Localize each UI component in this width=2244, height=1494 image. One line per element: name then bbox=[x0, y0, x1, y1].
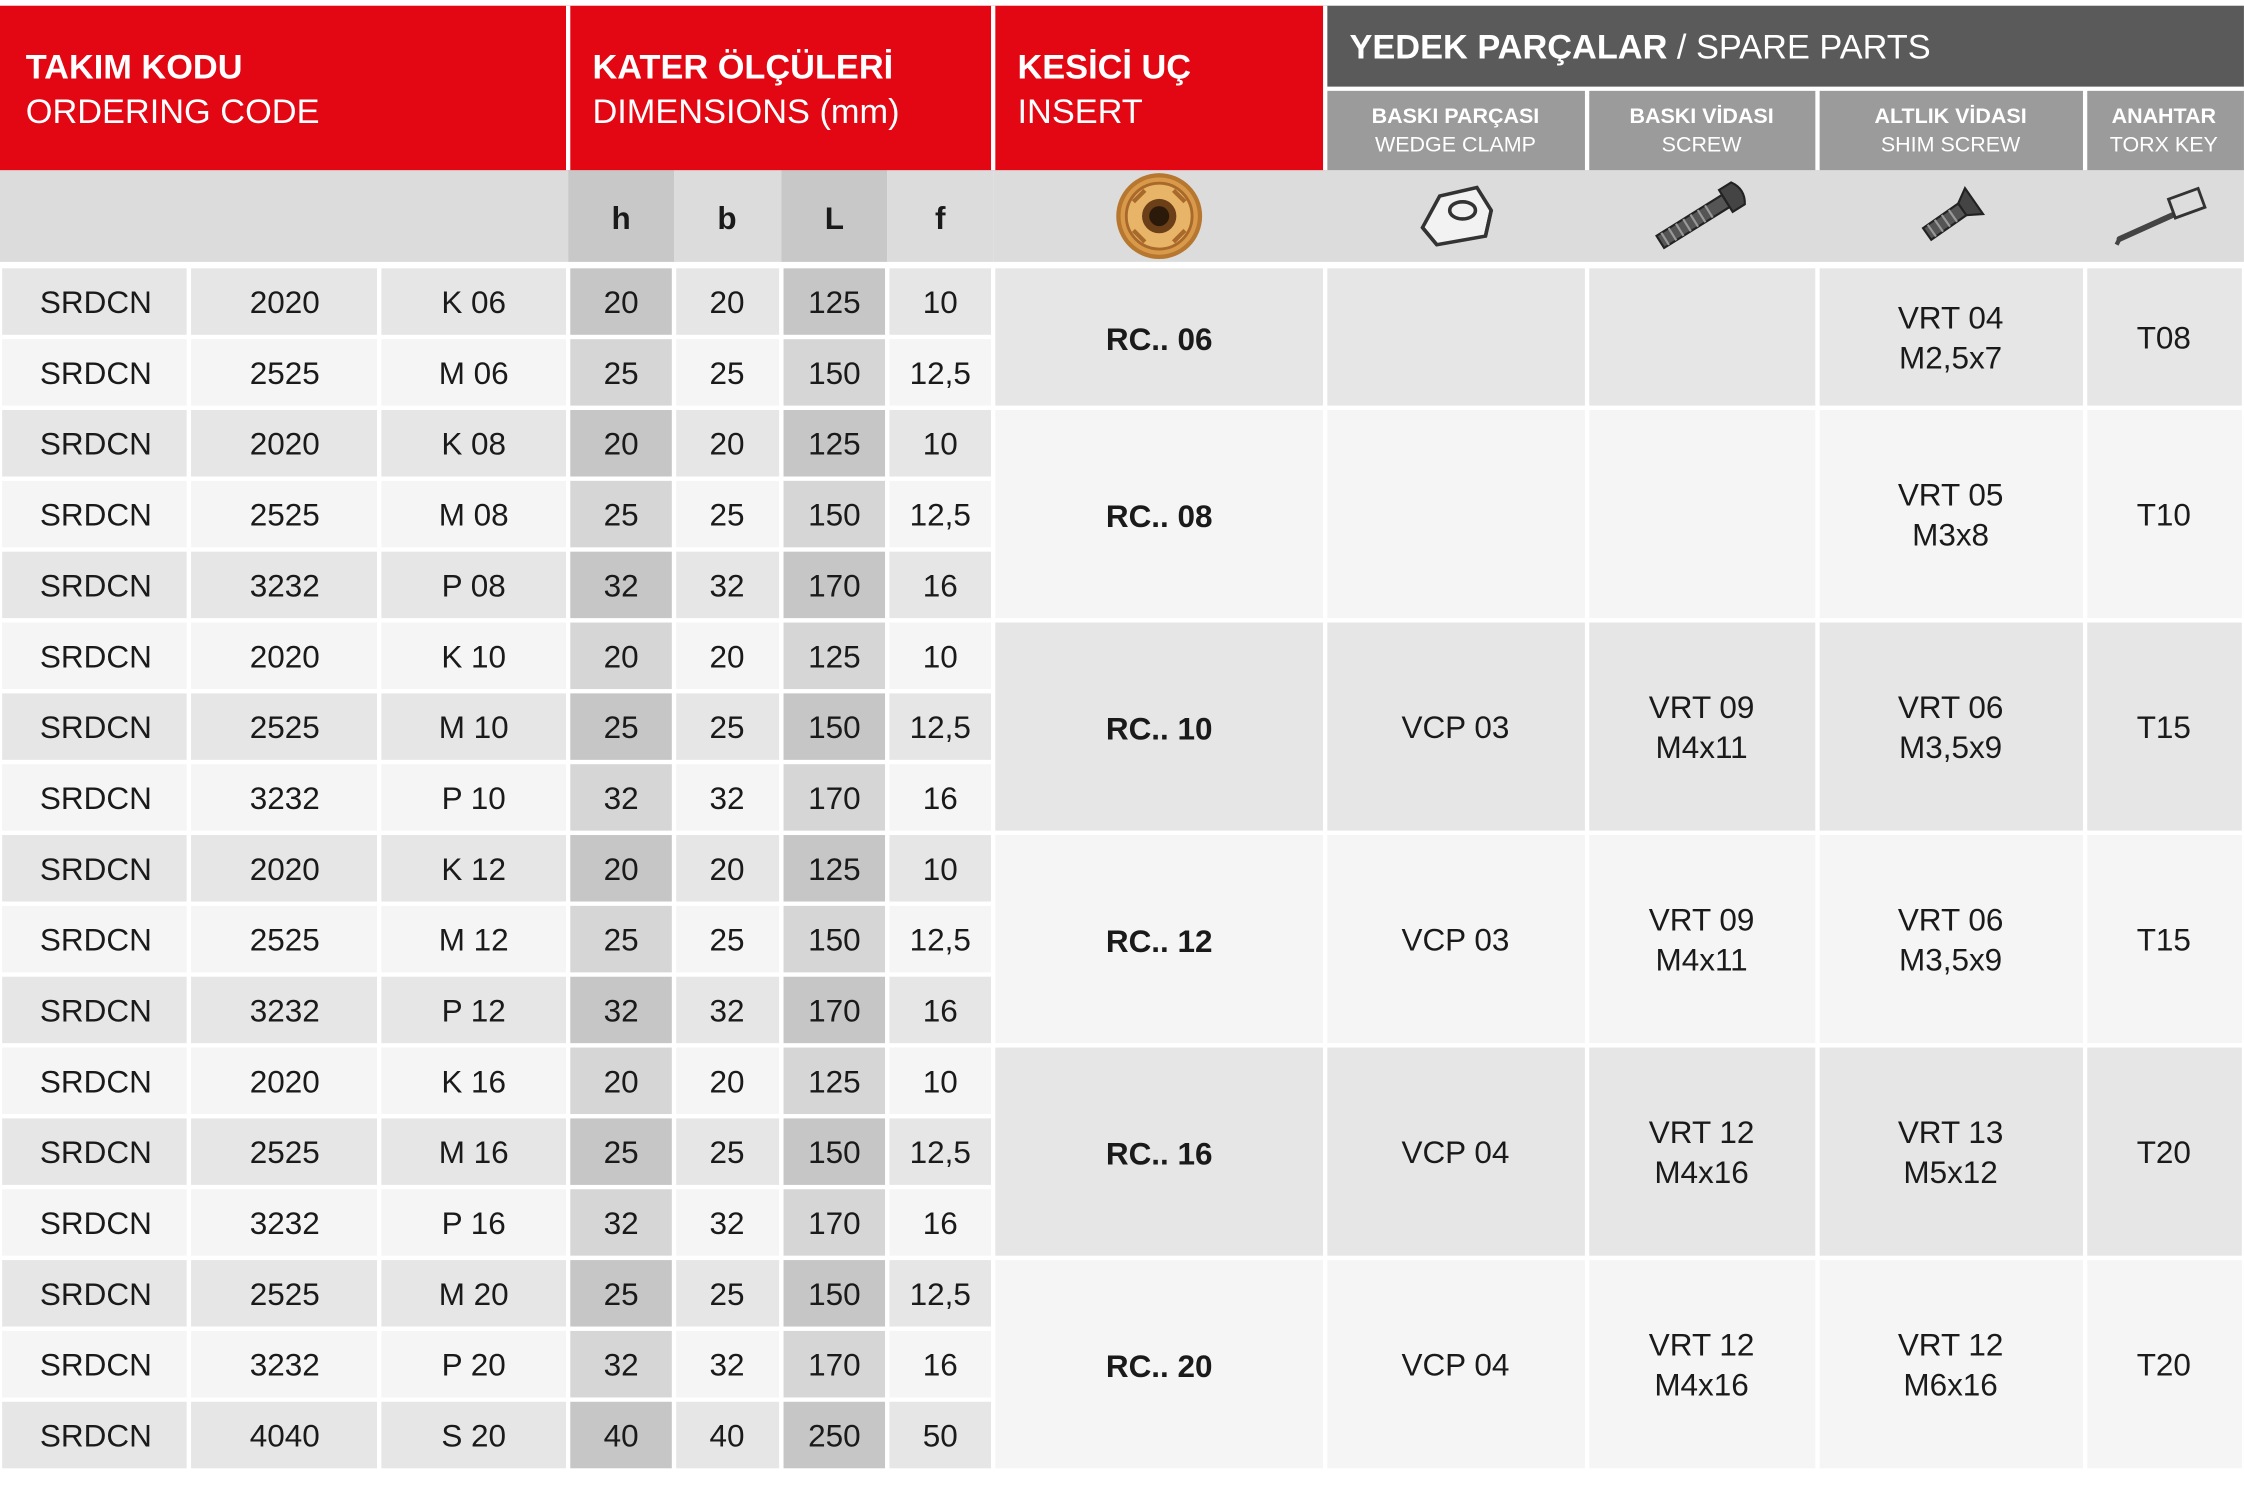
shim-screw-code: VRT 06 bbox=[1897, 690, 2004, 726]
cell-suffix: P 10 bbox=[441, 780, 506, 816]
cell-b: 32 bbox=[709, 780, 745, 816]
insert-title-en: INSERT bbox=[1017, 93, 1143, 132]
cell-size: 3232 bbox=[249, 1205, 320, 1241]
cell-h: 20 bbox=[603, 851, 639, 887]
cell-code: SRDCN bbox=[39, 639, 152, 675]
cell-size: 2020 bbox=[249, 426, 320, 462]
cell-L: 170 bbox=[808, 993, 861, 1029]
cell-f: 10 bbox=[922, 426, 958, 462]
insert-group bbox=[993, 620, 2244, 833]
table-row bbox=[0, 691, 993, 762]
cell-L: 150 bbox=[808, 1135, 861, 1171]
cell-b: 25 bbox=[709, 710, 745, 746]
cell-size: 3232 bbox=[249, 568, 320, 604]
screw-size: M4x16 bbox=[1654, 1155, 1749, 1191]
cell-size: 2525 bbox=[249, 355, 320, 391]
group-shim-bg bbox=[1817, 620, 2085, 833]
cell-L: 125 bbox=[808, 426, 861, 462]
header-spare-sub-band bbox=[1325, 89, 2244, 171]
cell-h: 20 bbox=[603, 285, 639, 321]
cell-f: 16 bbox=[922, 1205, 958, 1241]
cell-f: 12,5 bbox=[909, 355, 971, 391]
wedge-clamp-label-tr: BASKI PARÇASI bbox=[1371, 104, 1540, 129]
cell-code: SRDCN bbox=[39, 1135, 152, 1171]
group-shim-bg bbox=[1817, 266, 2085, 408]
cell-code: SRDCN bbox=[39, 1205, 152, 1241]
cell-suffix: K 10 bbox=[441, 639, 507, 675]
insert-code: RC.. 10 bbox=[1105, 711, 1213, 747]
cell-code: SRDCN bbox=[39, 922, 152, 958]
cell-size: 2525 bbox=[249, 497, 320, 533]
shim-screw-size: M3,5x9 bbox=[1898, 730, 2003, 766]
cell-h: 32 bbox=[603, 1347, 639, 1383]
cell-code: SRDCN bbox=[39, 568, 152, 604]
cell-b: 32 bbox=[709, 568, 745, 604]
group-shim-bg bbox=[1817, 1045, 2085, 1258]
cell-f: 16 bbox=[922, 1347, 958, 1383]
insert-group bbox=[993, 1258, 2244, 1471]
shim-screw-code: VRT 13 bbox=[1897, 1115, 2004, 1151]
table-row bbox=[0, 975, 993, 1046]
wedge-clamp-code: VCP 04 bbox=[1401, 1347, 1510, 1383]
cell-size: 2020 bbox=[249, 851, 320, 887]
shim-screw-size: M6x16 bbox=[1903, 1367, 1998, 1403]
shim-screw-size: M5x12 bbox=[1903, 1155, 1998, 1191]
wedge-clamp-code: VCP 03 bbox=[1401, 922, 1510, 958]
cell-L: 170 bbox=[808, 1347, 861, 1383]
shim-screw-code: VRT 12 bbox=[1897, 1327, 2004, 1363]
cell-size: 3232 bbox=[249, 993, 320, 1029]
cell-f: 16 bbox=[922, 993, 958, 1029]
table-row bbox=[0, 620, 993, 691]
cell-L: 125 bbox=[808, 851, 861, 887]
wedge-clamp-label-en: WEDGE CLAMP bbox=[1374, 132, 1536, 157]
screw-code: VRT 09 bbox=[1648, 690, 1755, 726]
cell-suffix: S 20 bbox=[441, 1418, 507, 1454]
cell-suffix: K 12 bbox=[441, 851, 507, 887]
cell-L: 150 bbox=[808, 355, 861, 391]
cell-f: 12,5 bbox=[909, 497, 971, 533]
cell-code: SRDCN bbox=[39, 710, 152, 746]
dim-label-L: L bbox=[824, 200, 844, 236]
cell-f: 10 bbox=[922, 1064, 958, 1100]
cell-code: SRDCN bbox=[39, 285, 152, 321]
cell-suffix: M 10 bbox=[438, 710, 509, 746]
cell-h: 20 bbox=[603, 1064, 639, 1100]
shim-screw-label-en: SHIM SCREW bbox=[1880, 132, 2021, 157]
group-screw-bg bbox=[1587, 408, 1817, 621]
table-row bbox=[0, 1400, 993, 1471]
group-shim-bg bbox=[1817, 1258, 2085, 1471]
cell-h: 32 bbox=[603, 993, 639, 1029]
cell-L: 250 bbox=[808, 1418, 861, 1454]
table-row bbox=[0, 833, 993, 904]
group-screw-bg bbox=[1587, 620, 1817, 833]
cell-b: 20 bbox=[709, 285, 745, 321]
shim-screw-size: M3x8 bbox=[1912, 517, 1990, 553]
shim-screw-code: VRT 04 bbox=[1897, 300, 2004, 336]
cell-L: 125 bbox=[808, 1064, 861, 1100]
cell-size: 2020 bbox=[249, 1064, 320, 1100]
table-row bbox=[0, 904, 993, 975]
table-row bbox=[0, 479, 993, 550]
cell-suffix: P 20 bbox=[441, 1347, 506, 1383]
group-screw-bg bbox=[1587, 1258, 1817, 1471]
cell-suffix: M 12 bbox=[438, 922, 509, 958]
insert-groups bbox=[993, 266, 2244, 1470]
cell-suffix: K 08 bbox=[441, 426, 507, 462]
cell-f: 10 bbox=[922, 285, 958, 321]
cell-code: SRDCN bbox=[39, 851, 152, 887]
cell-size: 2525 bbox=[249, 1135, 320, 1171]
cell-size: 3232 bbox=[249, 1347, 320, 1383]
spare-parts-title-tr: YEDEK PARÇALAR bbox=[1349, 28, 1668, 67]
cell-size: 2525 bbox=[249, 922, 320, 958]
cell-code: SRDCN bbox=[39, 497, 152, 533]
cell-h: 32 bbox=[603, 568, 639, 604]
group-screw-bg bbox=[1587, 266, 1817, 408]
cell-f: 10 bbox=[922, 851, 958, 887]
cell-b: 20 bbox=[709, 851, 745, 887]
insert-group bbox=[993, 408, 2244, 621]
cell-b: 32 bbox=[709, 993, 745, 1029]
table-row bbox=[0, 550, 993, 621]
group-clamp-bg bbox=[1325, 266, 1587, 408]
cell-h: 25 bbox=[603, 710, 639, 746]
torx-key-code: T08 bbox=[2136, 320, 2191, 356]
screw-size: M4x11 bbox=[1655, 942, 1748, 978]
cell-size: 4040 bbox=[249, 1418, 320, 1454]
cell-code: SRDCN bbox=[39, 780, 152, 816]
screw-code: VRT 12 bbox=[1648, 1115, 1755, 1151]
cell-code: SRDCN bbox=[39, 426, 152, 462]
ordering-code-title-en: ORDERING CODE bbox=[25, 93, 320, 132]
dimensions-title-tr: KATER ÖLÇÜLERİ bbox=[592, 48, 894, 87]
cell-b: 40 bbox=[709, 1418, 745, 1454]
cell-suffix: M 08 bbox=[438, 497, 509, 533]
insert-group bbox=[993, 833, 2244, 1046]
round-insert-icon bbox=[1116, 173, 1202, 259]
cell-h: 25 bbox=[603, 1276, 639, 1312]
cell-h: 20 bbox=[603, 639, 639, 675]
torx-key-code: T20 bbox=[2136, 1135, 2191, 1171]
cell-b: 25 bbox=[709, 922, 745, 958]
screw-code: VRT 12 bbox=[1648, 1327, 1755, 1363]
spare-parts-title-en: SPARE PARTS bbox=[1696, 28, 1931, 67]
cell-size: 3232 bbox=[249, 780, 320, 816]
insert-code: RC.. 08 bbox=[1105, 499, 1213, 535]
cell-h: 32 bbox=[603, 1205, 639, 1241]
wedge-clamp-code: VCP 04 bbox=[1401, 1135, 1510, 1171]
screw-code: VRT 09 bbox=[1648, 902, 1755, 938]
torx-key-code: T15 bbox=[2136, 922, 2191, 958]
cell-code: SRDCN bbox=[39, 1418, 152, 1454]
cell-f: 50 bbox=[922, 1418, 958, 1454]
table-row bbox=[0, 337, 993, 408]
cell-size: 2020 bbox=[249, 639, 320, 675]
table-row bbox=[0, 1045, 993, 1116]
cell-code: SRDCN bbox=[39, 1347, 152, 1383]
insert-code: RC.. 16 bbox=[1105, 1136, 1213, 1172]
cell-L: 170 bbox=[808, 1205, 861, 1241]
cell-L: 150 bbox=[808, 922, 861, 958]
cell-code: SRDCN bbox=[39, 355, 152, 391]
cell-code: SRDCN bbox=[39, 1064, 152, 1100]
screw-size: M4x11 bbox=[1655, 730, 1748, 766]
table-row bbox=[0, 408, 993, 479]
group-shim-bg bbox=[1817, 408, 2085, 621]
insert-title-tr: KESİCİ UÇ bbox=[1017, 48, 1192, 87]
cell-size: 2020 bbox=[249, 285, 320, 321]
wedge-clamp-code: VCP 03 bbox=[1401, 710, 1510, 746]
cell-b: 25 bbox=[709, 497, 745, 533]
cell-size: 2525 bbox=[249, 710, 320, 746]
group-clamp-bg bbox=[1325, 408, 1587, 621]
cell-b: 20 bbox=[709, 639, 745, 675]
cell-L: 125 bbox=[808, 639, 861, 675]
cell-b: 25 bbox=[709, 1276, 745, 1312]
table-row bbox=[0, 1187, 993, 1258]
cell-b: 25 bbox=[709, 1135, 745, 1171]
spare-parts-separator: / bbox=[1667, 28, 1697, 67]
group-screw-bg bbox=[1587, 1045, 1817, 1258]
cell-b: 32 bbox=[709, 1347, 745, 1383]
cell-L: 170 bbox=[808, 780, 861, 816]
cell-b: 20 bbox=[709, 1064, 745, 1100]
cell-h: 25 bbox=[603, 497, 639, 533]
torx-key-code: T15 bbox=[2136, 710, 2191, 746]
screw-label-tr: BASKI VİDASI bbox=[1629, 104, 1774, 129]
cell-code: SRDCN bbox=[39, 993, 152, 1029]
table-row bbox=[0, 1329, 993, 1400]
cell-b: 25 bbox=[709, 355, 745, 391]
insert-code: RC.. 20 bbox=[1105, 1349, 1213, 1385]
table-row bbox=[0, 1116, 993, 1187]
dim-label-f: f bbox=[934, 200, 946, 236]
cell-L: 150 bbox=[808, 710, 861, 746]
torx-key-label-tr: ANAHTAR bbox=[2111, 104, 2217, 129]
shim-screw-size: M2,5x7 bbox=[1898, 340, 2003, 376]
dimensions-title-en: DIMENSIONS (mm) bbox=[592, 93, 900, 132]
header-red-band bbox=[0, 6, 1325, 171]
shim-screw-label-tr: ALTLIK VİDASI bbox=[1874, 104, 2027, 129]
cell-h: 40 bbox=[603, 1418, 639, 1454]
cell-f: 12,5 bbox=[909, 710, 971, 746]
spare-parts-title bbox=[1350, 29, 1931, 67]
group-screw-bg bbox=[1587, 833, 1817, 1046]
cell-L: 150 bbox=[808, 1276, 861, 1312]
table-row bbox=[0, 762, 993, 833]
table-body bbox=[0, 266, 993, 1470]
cell-f: 10 bbox=[922, 639, 958, 675]
cell-h: 25 bbox=[603, 922, 639, 958]
cell-size: 2525 bbox=[249, 1276, 320, 1312]
cell-f: 12,5 bbox=[909, 922, 971, 958]
dim-label-h: h bbox=[611, 200, 631, 236]
cell-f: 16 bbox=[922, 568, 958, 604]
dim-label-b: b bbox=[717, 200, 737, 236]
shim-screw-code: VRT 05 bbox=[1897, 477, 2004, 513]
cell-b: 32 bbox=[709, 1205, 745, 1241]
insert-code: RC.. 06 bbox=[1105, 321, 1213, 357]
insert-code: RC.. 12 bbox=[1105, 924, 1213, 960]
torx-key-label-en: TORX KEY bbox=[2109, 132, 2218, 157]
cell-suffix: M 06 bbox=[438, 355, 509, 391]
cell-suffix: P 16 bbox=[441, 1205, 506, 1241]
table-row bbox=[0, 266, 993, 337]
cell-h: 25 bbox=[603, 1135, 639, 1171]
cell-suffix: P 12 bbox=[441, 993, 506, 1029]
cell-L: 125 bbox=[808, 285, 861, 321]
group-shim-bg bbox=[1817, 833, 2085, 1046]
cell-L: 170 bbox=[808, 568, 861, 604]
cell-L: 150 bbox=[808, 497, 861, 533]
shim-screw-code: VRT 06 bbox=[1897, 902, 2004, 938]
cell-h: 25 bbox=[603, 355, 639, 391]
ordering-code-title-tr: TAKIM KODU bbox=[25, 48, 243, 87]
screw-label-en: SCREW bbox=[1661, 132, 1742, 157]
screw-size: M4x16 bbox=[1654, 1367, 1749, 1403]
torx-key-code: T20 bbox=[2136, 1347, 2191, 1383]
cell-code: SRDCN bbox=[39, 1276, 152, 1312]
cell-suffix: P 08 bbox=[441, 568, 506, 604]
cell-h: 20 bbox=[603, 426, 639, 462]
insert-group bbox=[993, 1045, 2244, 1258]
table-row bbox=[0, 1258, 993, 1329]
cell-h: 32 bbox=[603, 780, 639, 816]
cell-f: 12,5 bbox=[909, 1135, 971, 1171]
cell-suffix: M 20 bbox=[438, 1276, 509, 1312]
cell-suffix: M 16 bbox=[438, 1135, 509, 1171]
insert-group bbox=[993, 266, 2244, 408]
torx-key-code: T10 bbox=[2136, 497, 2191, 533]
cell-f: 12,5 bbox=[909, 1276, 971, 1312]
cell-suffix: K 06 bbox=[441, 285, 507, 321]
cell-b: 20 bbox=[709, 426, 745, 462]
cell-suffix: K 16 bbox=[441, 1064, 507, 1100]
shim-screw-size: M3,5x9 bbox=[1898, 942, 2003, 978]
cell-f: 16 bbox=[922, 780, 958, 816]
